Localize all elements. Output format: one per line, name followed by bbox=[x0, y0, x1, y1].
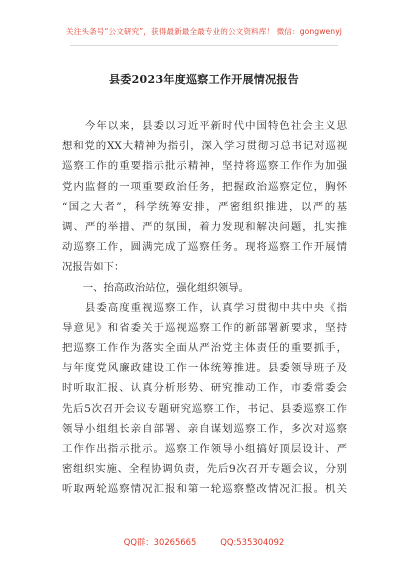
body-line: 先后5次召开会议专题研究巡察工作，书记、县委巡察工作 bbox=[62, 402, 347, 415]
body-line: 领导小组组长亲自部署、亲自谋划巡察工作，多次对巡察 bbox=[62, 422, 347, 435]
body-line: 导意见》和省委关于巡视巡察工作的新部署新要求，坚持 bbox=[62, 321, 347, 334]
header-watermark-note: 关注头条号“公文研究”，获得最新最全最专业的公文资料库！ 微信：gongwenyj bbox=[66, 27, 342, 36]
body-line: 县委高度重视巡察工作，认真学习贯彻中共中央《指 bbox=[62, 301, 347, 314]
body-line: 把巡察工作作为落实全面从严治党主体责任的重要抓手， bbox=[62, 342, 347, 355]
body-line: 工作作出指示批示。巡察工作领导小组搞好顶层设计、严 bbox=[62, 443, 347, 455]
body-line: 调、严的举措、严的氛围，着力发现和解决问题，扎实推 bbox=[62, 220, 347, 233]
body-line: 时听取汇报、认真分析形势、研究推动工作，市委常委会 bbox=[62, 382, 347, 395]
body-line: 巡察工作的重要指示批示精神，坚持将巡察工作作为加强 bbox=[62, 160, 347, 173]
header-divider bbox=[70, 45, 338, 46]
footer-qq-group: QQ群：30265665 bbox=[123, 537, 197, 547]
body-line: 听取两轮巡察情况汇报和第一轮巡察整改情况汇报。机关 bbox=[62, 483, 347, 496]
body-line: 动巡察工作，圆满完成了巡察任务。现将巡察工作开展情 bbox=[62, 241, 347, 254]
document-body bbox=[62, 116, 347, 500]
body-line: 一、抬高政治站位，强化组织领导。 bbox=[62, 281, 250, 294]
body-line: 与年度党风廉政建设工作一体统筹推进。县委领导班子及 bbox=[62, 362, 347, 375]
document-title: 县委2023年度巡察工作开展情况报告 bbox=[108, 73, 299, 86]
body-line: 今年以来，县委以习近平新时代中国特色社会主义思 bbox=[62, 120, 347, 132]
body-line: “国之大者”，科学统筹安排，严密组织推进，以严的基 bbox=[62, 200, 347, 213]
footer-qq-number: QQ:535304092 bbox=[220, 537, 285, 547]
body-line: 想和党的XX大精神为指引，深入学习贯彻习总书记对巡视 bbox=[62, 140, 347, 153]
body-line: 密组织实施、全程协调负责，先后9次召开专题会议，分别 bbox=[62, 463, 347, 476]
footer-contact bbox=[0, 536, 408, 548]
body-line: 况报告如下： bbox=[62, 261, 125, 274]
body-line: 党内监督的一项重要政治任务，把握政治巡察定位，胸怀 bbox=[62, 180, 347, 193]
